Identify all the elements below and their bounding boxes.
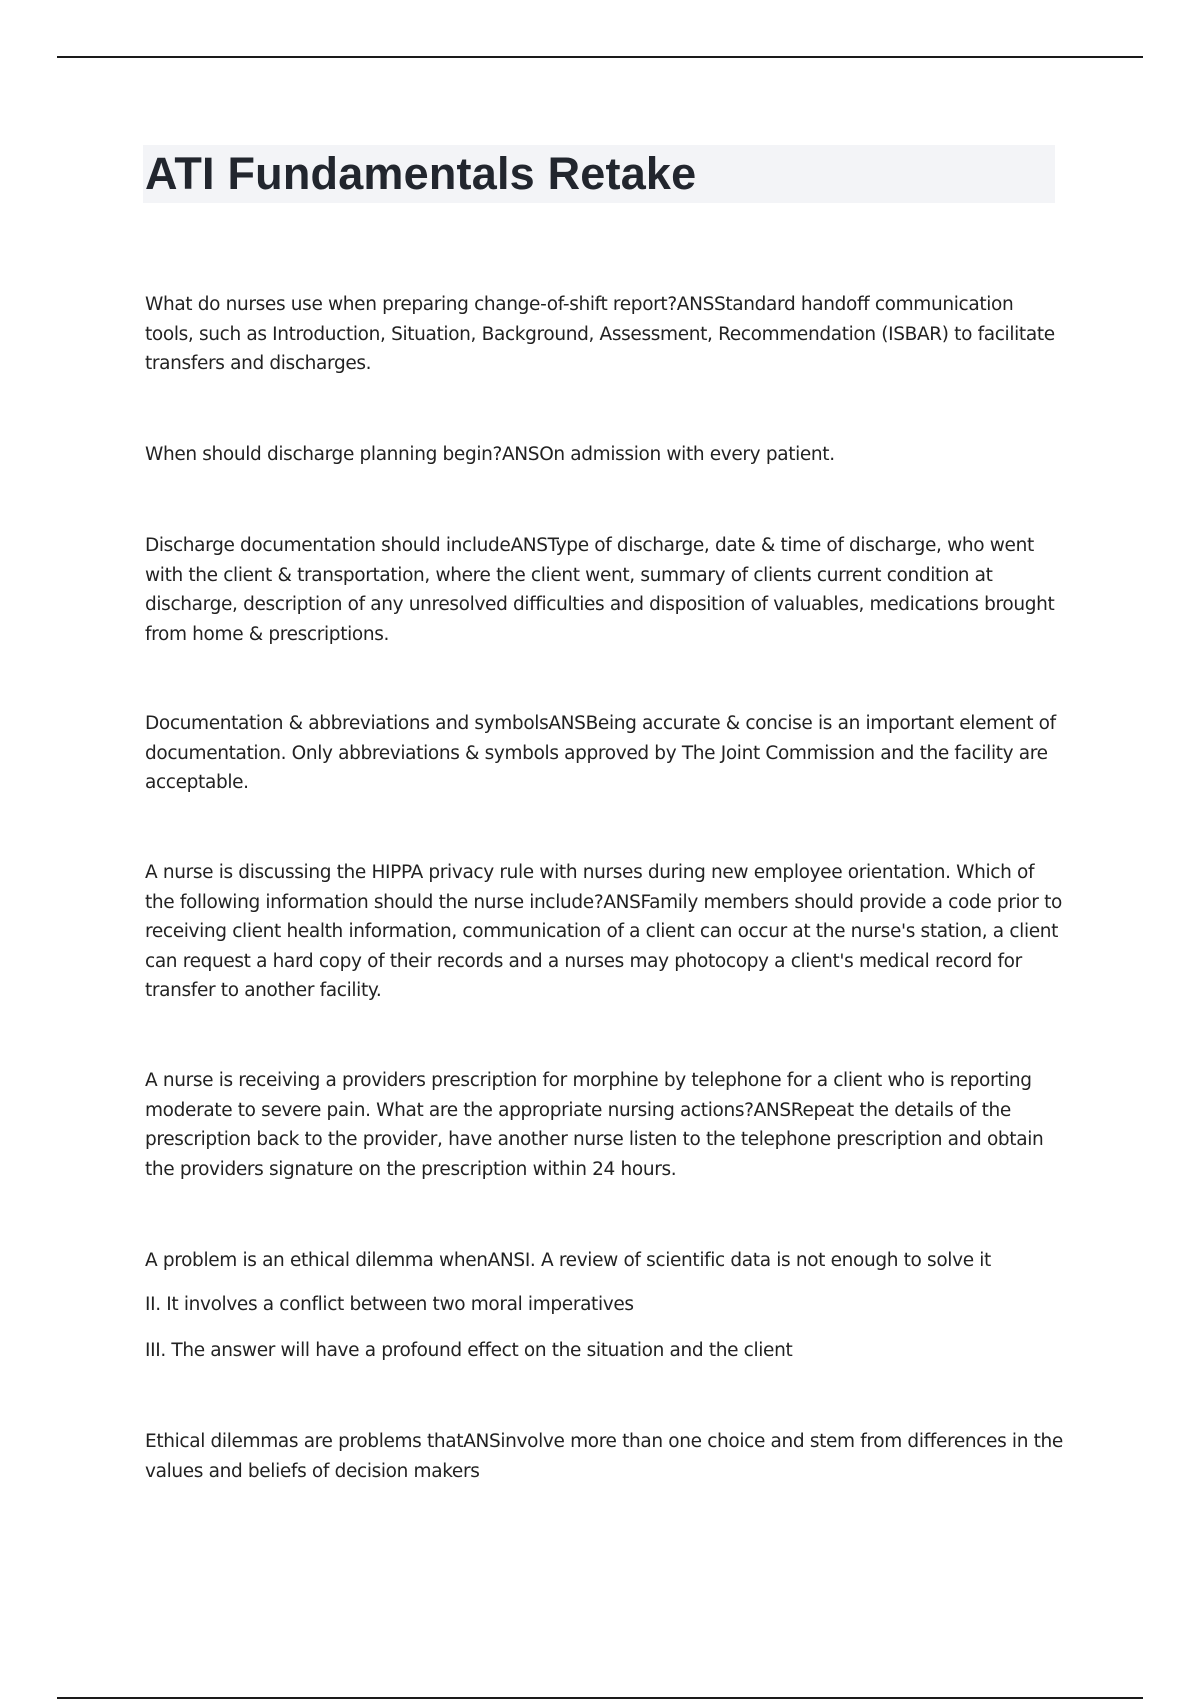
answer-text: Standard handoff communication tools, such as Introduction, Situation, Background, Assessment, Recommendation (ISBAR) to facilitate transfers and discharges. bbox=[145, 294, 1055, 374]
answer-text: Repeat the details of the prescription back to the provider, have another nurse listen to the telephone prescription and obtain the providers signature on the prescription within 24 hours. bbox=[145, 1099, 1044, 1180]
question-text: A nurse is receiving a providers prescription for morphine by telephone for a client who is reporting moderate to severe pain. What are the appropriate nursing actions? bbox=[145, 1070, 1032, 1121]
question-text: A nurse is discussing the HIPPA privacy rule with nurses during new employee orientation. Which of the following information should the nurse include? bbox=[145, 862, 1035, 913]
answer-separator: ANS bbox=[753, 1099, 791, 1121]
answer-separator: ANS bbox=[463, 1431, 501, 1452]
answer-separator: ANS bbox=[487, 1250, 525, 1271]
answer-separator: ANS bbox=[510, 535, 548, 556]
answer-text: I. A review of scientific data is not enough to solve it bbox=[524, 1250, 991, 1271]
flashcard-1 bbox=[145, 290, 1065, 379]
answer-line: III. The answer will have a profound effect on the situation and the client bbox=[145, 1340, 793, 1361]
answer-separator: ANS bbox=[676, 294, 714, 315]
answer-separator: ANS bbox=[548, 713, 586, 734]
answer-separator: ANS bbox=[501, 444, 540, 465]
question-text: Ethical dilemmas are problems that bbox=[145, 1431, 464, 1452]
page-title: ATI Fundamentals Retake bbox=[145, 148, 697, 199]
footer-rule bbox=[57, 1697, 1143, 1699]
question-text: A problem is an ethical dilemma when bbox=[145, 1250, 488, 1271]
answer-separator: ANS bbox=[603, 891, 641, 913]
header-rule bbox=[57, 56, 1143, 58]
answer-line: II. It involves a conflict between two moral imperatives bbox=[145, 1294, 634, 1315]
flashcard-7 bbox=[145, 1246, 1065, 1276]
answer-text: Family members should provide a code prior to receiving client health information, communication of a client can occur at the nurse's station, a client can request a hard copy of their records and a nurses may photocopy a client's medical record for transfer to another facility. bbox=[145, 891, 1062, 1001]
answer-text: Type of discharge, date & time of discharge, who went with the client & transportation, where the client went, summary of clients current condition at discharge, description of any unresolved difficulties and disposition of valuables, medications brought from home & prescriptions. bbox=[145, 535, 1055, 645]
answer-text: involve more than one choice and stem from differences in the values and beliefs of decision makers bbox=[145, 1431, 1063, 1482]
flashcard-5 bbox=[145, 858, 1065, 1006]
question-text: Discharge documentation should include bbox=[145, 535, 511, 556]
question-text: Documentation & abbreviations and symbols bbox=[145, 713, 549, 734]
flashcard-2 bbox=[145, 440, 1065, 470]
flashcard-3 bbox=[145, 531, 1065, 649]
flashcard-8 bbox=[145, 1427, 1065, 1486]
flashcard-6 bbox=[145, 1066, 1065, 1184]
answer-text: On admission with every patient. bbox=[539, 444, 835, 465]
question-text: What do nurses use when preparing change-of-shift report? bbox=[145, 294, 677, 315]
question-text: When should discharge planning begin? bbox=[145, 444, 502, 465]
flashcard-4 bbox=[145, 709, 1065, 798]
answer-text: Being accurate & concise is an important element of documentation. Only abbreviations & symbols approved by The Joint Commission and the facility are acceptable. bbox=[145, 713, 1056, 793]
